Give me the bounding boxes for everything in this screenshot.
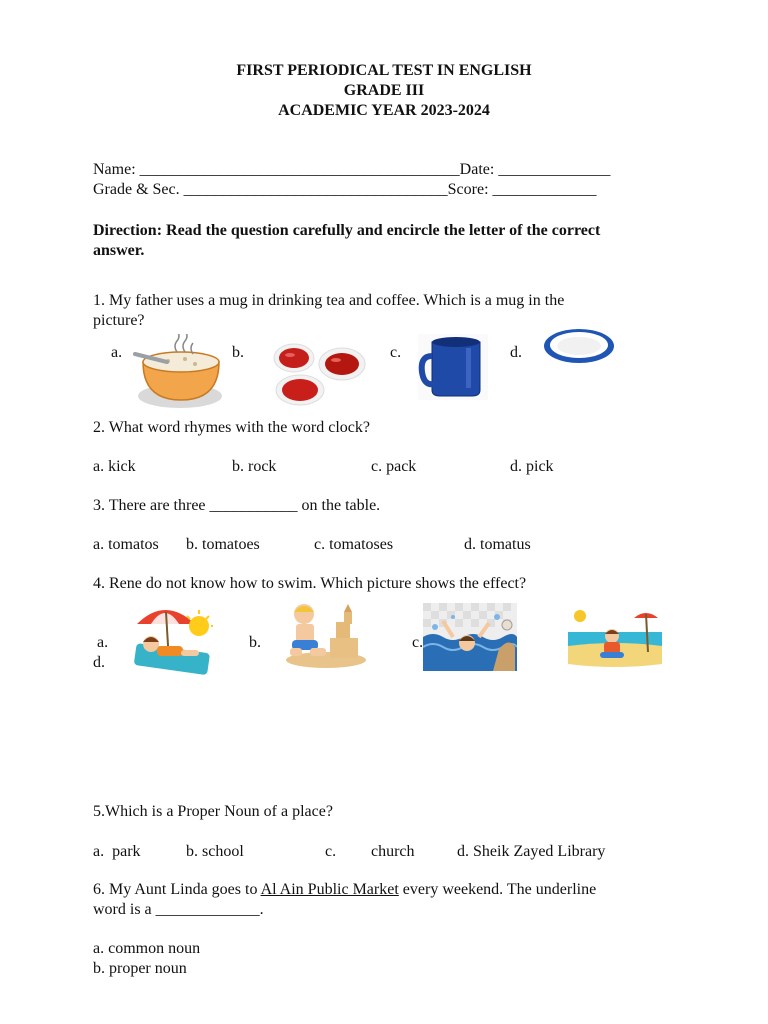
q4-option-c[interactable]: c. [412, 634, 424, 651]
q1-option-a[interactable]: a. [111, 344, 123, 361]
question-3 [93, 496, 380, 516]
q3-blank[interactable]: ___________ [209, 497, 298, 514]
q1-option-c[interactable]: c. [390, 344, 402, 361]
child-sandcastle-icon [282, 598, 366, 670]
q5-option-b[interactable]: b. school [186, 843, 244, 860]
q4-option-a[interactable]: a. [97, 634, 109, 651]
q4-option-b[interactable]: b. [249, 634, 261, 651]
child-beach-icon [568, 606, 662, 668]
q6-option-a[interactable]: a. common noun [93, 940, 201, 957]
score-field[interactable]: _____________ [492, 181, 597, 198]
q6-line2-before: word is a [93, 901, 152, 918]
q1-option-b[interactable]: b. [232, 344, 244, 361]
q5-option-d[interactable]: d. Sheik Zayed Library [457, 843, 606, 860]
name-date-row [93, 160, 610, 180]
q3-option-c[interactable]: c. tomatoses [314, 536, 394, 553]
q6-option-b[interactable]: b. proper noun [93, 960, 187, 977]
q6-text-before: 6. My Aunt Linda goes to [93, 881, 258, 898]
score-label: Score: [447, 181, 489, 198]
name-field[interactable]: ________________________________________ [139, 161, 460, 178]
q5-option-a[interactable]: a. park [93, 843, 141, 860]
q5-option-c-text[interactable]: church [371, 843, 415, 860]
q6-blank[interactable]: _____________ [155, 901, 260, 918]
grade-sec-label: Grade & Sec. [93, 181, 180, 198]
q6-text-after: every weekend. The underline [402, 881, 597, 898]
grade-heading: GRADE III [343, 82, 425, 99]
academic-year: ACADEMIC YEAR 2023-2024 [278, 102, 490, 119]
question-5: 5.Which is a Proper Noun of a place? [93, 803, 333, 820]
name-label: Name: [93, 161, 136, 178]
question-1-line-1: 1. My father uses a mug in drinking tea and coffee. Which is a mug in the [93, 292, 565, 309]
question-2: 2. What word rhymes with the word clock? [93, 419, 370, 436]
grade-sec-field[interactable]: _________________________________ [183, 181, 448, 198]
test-title: FIRST PERIODICAL TEST IN ENGLISH [236, 62, 532, 79]
direction-line-2: answer. [93, 242, 145, 259]
q6-underlined-phrase: Al Ain Public Market [260, 881, 399, 898]
question-6-line-2 [93, 900, 264, 920]
ketchup-cups-icon [272, 340, 368, 406]
question-4: 4. Rene do not know how to swim. Which picture shows the effect? [93, 575, 527, 592]
q2-option-b[interactable]: b. rock [232, 458, 277, 475]
date-label: Date: [459, 161, 495, 178]
q2-option-a[interactable]: a. kick [93, 458, 136, 475]
child-sunbathing-icon [131, 602, 213, 678]
soup-bowl-icon [133, 334, 225, 412]
q4-option-d[interactable]: d. [93, 654, 105, 671]
grade-score-row [93, 180, 597, 200]
q3-option-d[interactable]: d. tomatus [464, 536, 531, 553]
q3-option-b[interactable]: b. tomatoes [186, 536, 260, 553]
q3-text-after: on the table. [301, 497, 381, 514]
q5-option-c-letter[interactable]: c. [325, 843, 337, 860]
q2-option-d[interactable]: d. pick [510, 458, 554, 475]
child-drowning-icon [423, 603, 517, 671]
q3-option-a[interactable]: a. tomatos [93, 536, 159, 553]
q2-option-c[interactable]: c. pack [371, 458, 417, 475]
question-1-line-2: picture? [93, 312, 145, 329]
blue-plate-icon [542, 327, 616, 365]
blue-mug-icon [418, 334, 488, 400]
direction-line-1: Direction: Read the question carefully and encircle the letter of the correct [93, 222, 601, 239]
question-6-line-1 [93, 880, 596, 900]
q1-option-d[interactable]: d. [510, 344, 522, 361]
date-field[interactable]: ______________ [498, 161, 611, 178]
q6-line2-after: . [259, 901, 264, 918]
q3-text-before: 3. There are three [93, 497, 206, 514]
